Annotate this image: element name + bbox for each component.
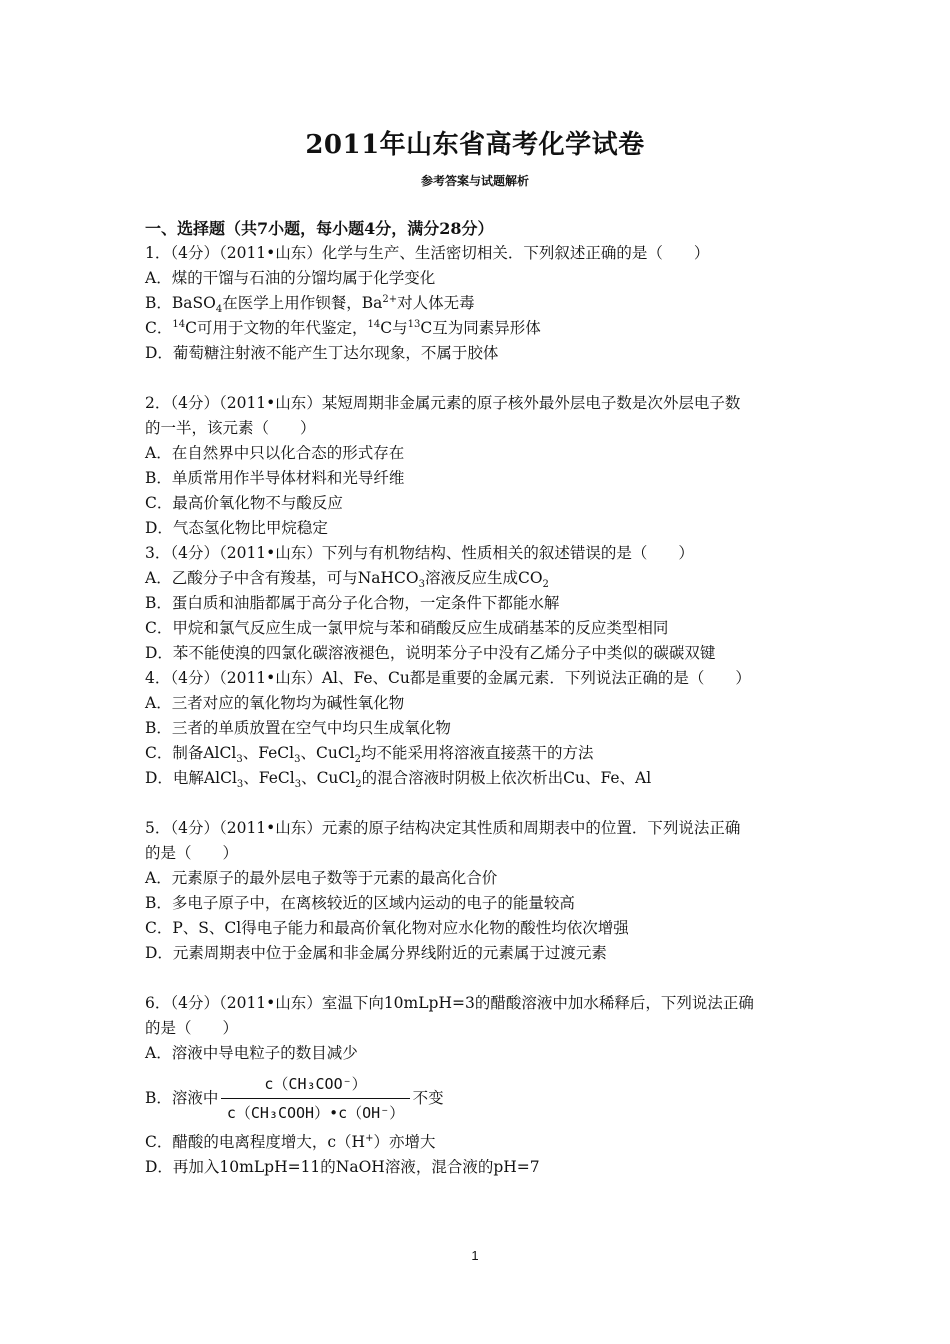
page-title: 2011年山东省高考化学试卷 [305, 130, 645, 160]
question-6 [145, 991, 815, 1180]
question-stem-cont: 的一半，该元素（ ） [145, 419, 316, 437]
subscript: 2 [354, 754, 362, 766]
exam-content [145, 216, 815, 1180]
text-segment: C． [145, 319, 173, 337]
option-b: B．多电子原子中，在离核较近的区域内运动的电子的能量较高 [145, 894, 575, 912]
text-segment: C与 [380, 319, 408, 337]
page-subtitle: 参考答案与试题解析 [420, 174, 529, 188]
option-d [145, 766, 815, 791]
option-b: B．三者的单质放置在空气中均只生成氧化物 [145, 719, 451, 737]
fraction-formula [220, 1073, 410, 1124]
subscript: 3 [236, 754, 243, 766]
option-b [145, 1066, 815, 1130]
superscript: + [365, 1132, 374, 1144]
option-c: C．P、S、Cl得电子能力和最高价氧化物对应水化物的酸性均依次增强 [145, 919, 629, 937]
question-5 [145, 816, 815, 966]
text-segment: 的混合溶液时阴极上依次析出Cu、Fe、Al [361, 769, 652, 787]
question-stem: 6．（4分）（2011•山东）室温下向10mLpH=3的醋酸溶液中加水稀释后，下列说法正确 [145, 994, 754, 1012]
subscript: 3 [418, 579, 425, 591]
option-d: D．葡萄糖注射液不能产生丁达尔现象，不属于胶体 [145, 344, 499, 362]
spacer [145, 791, 815, 816]
question-stem-cont: 的是（ ） [145, 844, 239, 862]
text-segment: 溶液反应生成CO [424, 569, 543, 587]
option-a [145, 566, 815, 591]
question-1 [145, 241, 815, 366]
text-segment: 在医学上用作钡餐，Ba [222, 294, 383, 312]
option-a: A．溶液中导电粒子的数目减少 [145, 1044, 358, 1062]
option-c: C．最高价氧化物不与酸反应 [145, 494, 343, 512]
question-4 [145, 666, 815, 791]
text-segment: 、FeCl [242, 744, 295, 762]
page-number: 1 [471, 1248, 479, 1263]
spacer [145, 966, 815, 991]
subscript: 3 [294, 779, 302, 791]
superscript: 13 [407, 318, 421, 330]
question-3 [145, 541, 815, 666]
text-segment: 、CuCl [300, 744, 355, 762]
option-b [145, 291, 815, 316]
text-segment: D．电解AlCl [145, 769, 237, 787]
option-c [145, 1130, 815, 1155]
subscript: 3 [294, 754, 301, 766]
option-d: D．气态氢化物比甲烷稳定 [145, 519, 328, 537]
question-stem: 2．（4分）（2011•山东）某短周期非金属元素的原子核外最外层电子数是次外层电子数 [145, 394, 741, 412]
subscript: 2 [542, 579, 549, 591]
question-stem: 3．（4分）（2011•山东）下列与有机物结构、性质相关的叙述错误的是（ ） [145, 544, 694, 562]
text-segment: 、CuCl [301, 769, 356, 787]
option-d: D．苯不能使溴的四氯化碳溶液褪色，说明苯分子中没有乙烯分子中类似的碳碳双键 [145, 644, 716, 662]
text-segment: 、FeCl [243, 769, 295, 787]
spacer [145, 366, 815, 391]
superscript: 14 [172, 318, 186, 330]
fraction-numerator: c（CH₃COO⁻） [264, 1074, 367, 1093]
text-segment: ）亦增大 [373, 1133, 436, 1151]
option-c [145, 316, 815, 341]
superscript: 14 [367, 318, 381, 330]
text-segment: A．乙酸分子中含有羧基，可与NaHCO [145, 569, 419, 587]
question-stem: 1．（4分）（2011•山东）化学与生产、生活密切相关．下列叙述正确的是（ ） [145, 244, 710, 262]
question-stem: 4．（4分）（2011•山东）Al、Fe、Cu都是重要的金属元素．下列说法正确的是（ ） [145, 669, 751, 687]
subscript: 2 [355, 779, 362, 791]
fraction-denominator: c（CH₃COOH）•c（OH⁻） [221, 1098, 410, 1124]
option-a: A．在自然界中只以化合态的形式存在 [145, 444, 405, 462]
text-segment: 对人体无毒 [397, 294, 475, 312]
text-segment: B．BaSO [145, 294, 216, 312]
option-c: C．甲烷和氯气反应生成一氯甲烷与苯和硝酸反应生成硝基苯的反应类型相同 [145, 619, 669, 637]
text-segment: 均不能采用将溶液直接蒸干的方法 [361, 744, 594, 762]
superscript: 2+ [382, 293, 398, 305]
text-segment: 不变 [412, 1088, 444, 1107]
subscript: 4 [215, 304, 223, 316]
option-a: A．三者对应的氧化物均为碱性氧化物 [145, 694, 405, 712]
section-heading: 一、选择题（共7小题，每小题4分，满分28分） [145, 219, 494, 238]
text-segment: C．醋酸的电离程度增大，c（H [145, 1133, 366, 1151]
option-a: A．煤的干馏与石油的分馏均属于化学变化 [145, 269, 436, 287]
text-segment: C互为同素异形体 [420, 319, 541, 337]
text-segment: C．制备AlCl [145, 744, 237, 762]
option-d: D．元素周期表中位于金属和非金属分界线附近的元素属于过渡元素 [145, 944, 607, 962]
subscript: 3 [236, 779, 244, 791]
text-segment: C可用于文物的年代鉴定， [185, 319, 368, 337]
option-c [145, 741, 815, 766]
option-a: A．元素原子的最外层电子数等于元素的最高化合价 [145, 869, 498, 887]
text-segment: B．溶液中 [145, 1088, 219, 1107]
question-2 [145, 391, 815, 541]
question-stem-cont: 的是（ ） [145, 1019, 239, 1037]
question-stem: 5．（4分）（2011•山东）元素的原子结构决定其性质和周期表中的位置．下列说法正确 [145, 819, 741, 837]
option-b: B．单质常用作半导体材料和光导纤维 [145, 469, 405, 487]
option-b: B．蛋白质和油脂都属于高分子化合物，一定条件下都能水解 [145, 594, 560, 612]
option-d: D．再加入10mLpH=11的NaOH溶液，混合液的pH=7 [145, 1158, 540, 1176]
